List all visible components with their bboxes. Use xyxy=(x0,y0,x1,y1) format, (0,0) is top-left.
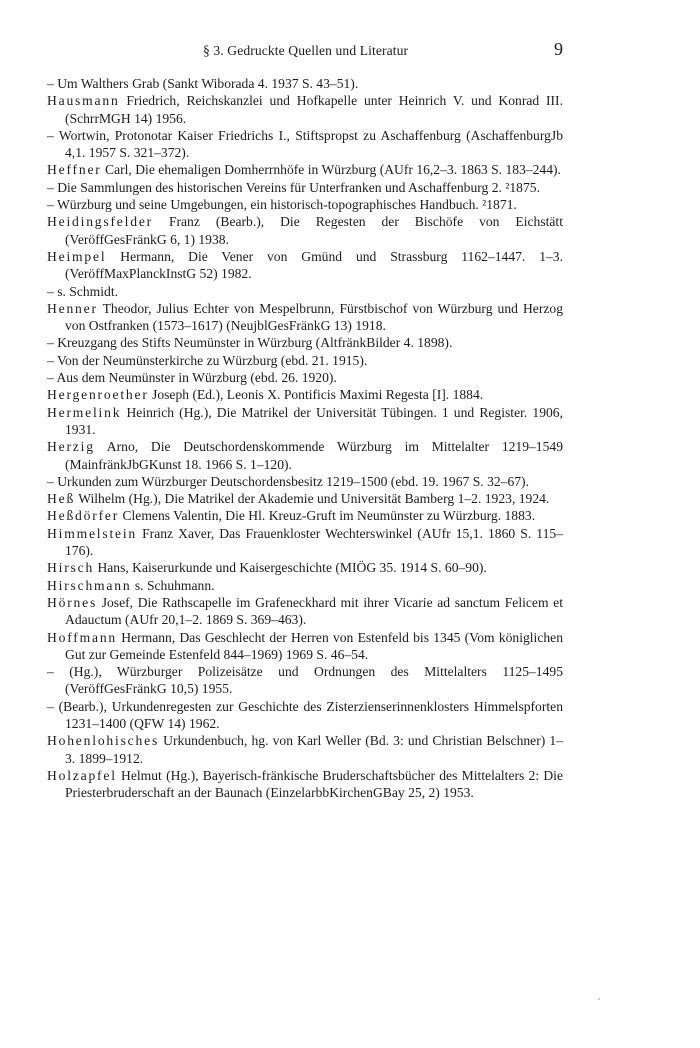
entry-author: – xyxy=(47,352,54,368)
entry-text: s. Schuhmann. xyxy=(131,577,215,593)
entry-text: Die Sammlungen des historischen Vereins für Unterfranken und Aschaffenburg 2. ²1875. xyxy=(53,179,540,195)
bibliography-entry xyxy=(47,663,563,698)
entry-text: Würzburg und seine Umgebungen, ein historisch-topographisches Handbuch. ²1871. xyxy=(53,197,517,213)
bibliography-entry xyxy=(47,179,563,196)
entry-text: Urkundenbuch, hg. von Karl Weller (Bd. 3: und Christian Belschner) 1–3. 1899–1912. xyxy=(65,733,563,766)
entry-author: – xyxy=(47,370,54,386)
entry-text: Joseph (Ed.), Leonis X. Pontificis Maximi Regesta [I]. 1884. xyxy=(148,387,484,403)
bibliography-entry xyxy=(47,196,563,213)
bibliography-entry xyxy=(47,473,563,490)
entry-author: – xyxy=(47,473,54,489)
entry-text: Josef, Die Rathscapelle im Grafeneckhard mit ihrer Vicarie ad sanctum Felicem et Adauctum (AUfr 20,1–2. 1869 S. 369–463). xyxy=(65,594,563,628)
entry-author: – xyxy=(47,698,54,714)
bibliography-entry xyxy=(47,300,563,335)
entry-text: Kreuzgang des Stifts Neumünster in Würzburg (AltfränkBilder 4. 1898). xyxy=(53,335,453,351)
entry-author: Heß xyxy=(47,491,76,507)
entry-text: Wortwin, Protonotar Kaiser Friedrichs I., Stiftspropst zu Aschaffenburg (AschaffenburgJb 4,1. 1957 S. 321–372). xyxy=(53,127,563,161)
bibliography-entry xyxy=(47,629,563,664)
entry-author: Hirschmann xyxy=(47,577,132,593)
entry-text: Franz (Bearb.), Die Regesten der Bischöfe von Eichstätt (VeröffGesFränkG 6, 1) 1938. xyxy=(65,214,563,247)
entry-author: Herzig xyxy=(47,439,95,455)
entry-author: Hoffmann xyxy=(47,629,118,645)
entry-text: Wilhelm (Hg.), Die Matrikel der Akademie und Universität Bamberg 1–2. 1923, 1924. xyxy=(75,491,550,507)
entry-text: Um Walthers Grab (Sankt Wiborada 4. 1937 S. 43–51). xyxy=(53,76,359,91)
entry-text: Franz Xaver, Das Frauenkloster Wechterswinkel (AUfr 15,1. 1860 S. 115–176). xyxy=(65,525,563,559)
bibliography-entry xyxy=(47,698,563,733)
entry-text: Carl, Die ehemaligen Domherrnhöfe in Würzburg (AUfr 16,2–3. 1863 S. 183–244). xyxy=(101,162,561,178)
entry-author: – xyxy=(47,283,54,299)
entry-author: – xyxy=(47,179,54,195)
entry-author: Hohenlohisches xyxy=(47,733,160,749)
entry-text: s. Schmidt. xyxy=(53,283,118,299)
entry-author: Hörnes xyxy=(47,594,98,610)
entry-text: Hermann, Das Geschlecht der Herren von Estenfeld bis 1345 (Vom königlichen Gut zur Gemeinde Estenfeld 844–1969) 1969 S. 46–54. xyxy=(65,629,563,662)
bibliography-entry xyxy=(47,525,563,560)
running-header xyxy=(0,39,700,63)
entry-text: Hans, Kaiserurkunde und Kaisergeschichte (MIÖG 35. 1914 S. 60–90). xyxy=(94,560,487,576)
bibliography-entry xyxy=(47,490,563,507)
bibliography-entry xyxy=(47,369,563,386)
entry-author: Himmelstein xyxy=(47,525,138,541)
bibliography-entry xyxy=(47,732,563,767)
entry-author: – xyxy=(47,197,54,213)
bibliography-entry xyxy=(47,559,563,576)
bibliography-entry xyxy=(47,92,563,127)
bibliography-entry xyxy=(47,248,563,283)
bibliography-entry xyxy=(47,283,563,300)
entry-author: Heidingsfelder xyxy=(47,214,153,230)
bibliography-list xyxy=(47,75,563,801)
entry-author: – xyxy=(47,127,54,143)
entry-author: – xyxy=(47,76,54,91)
bibliography-entry xyxy=(47,767,563,802)
entry-text: Theodor, Julius Echter von Mespelbrunn, Fürstbischof von Würzburg und Herzog von Ostfranken (1573–1617) (NeujblGesFränkG 13) 1918. xyxy=(65,300,563,334)
entry-author: Hergenroether xyxy=(47,387,149,403)
entry-author: Hirsch xyxy=(47,560,95,576)
entry-text: Helmut (Hg.), Bayerisch-fränkische Bruderschaftsbücher des Mittelalters 2: Die Priesterbruderschaft an der Baunach (EinzelarbbKirchenGBay 25, 2) 1953. xyxy=(65,767,563,801)
entry-author: Holzapfel xyxy=(47,767,117,783)
bibliography-entry xyxy=(47,334,563,351)
entry-text: (Hg.), Würzburger Polizeisätze und Ordnungen des Mittelalters 1125–1495 (VeröffGesFränkG 10,5) 1955. xyxy=(53,664,563,697)
bibliography-entry xyxy=(47,161,563,178)
entry-text: Hermann, Die Vener von Gmünd und Strassburg 1162–1447. 1–3. (VeröffMaxPlanckInstG 52) 1982. xyxy=(65,248,563,282)
entry-text: Aus dem Neumünster in Würzburg (ebd. 26. 1920). xyxy=(53,370,337,386)
entry-author: Henner xyxy=(47,300,98,316)
bibliography-entry xyxy=(47,577,563,594)
bibliography-entry xyxy=(47,594,563,629)
entry-author: Heßdörfer xyxy=(47,508,120,524)
entry-author: Heffner xyxy=(47,162,102,178)
bibliography-entry xyxy=(47,127,563,162)
entry-author: Heimpel xyxy=(47,248,107,264)
bibliography-entry xyxy=(47,386,563,403)
bibliography-entry xyxy=(47,507,563,524)
entry-text: Von der Neumünsterkirche zu Würzburg (ebd. 21. 1915). xyxy=(53,352,368,368)
entry-author: Hausmann xyxy=(47,93,120,109)
bibliography-entry xyxy=(47,75,563,92)
header-title: § 3. Gedruckte Quellen und Literatur xyxy=(203,43,409,58)
entry-text: Clemens Valentin, Die Hl. Kreuz-Gruft im Neumünster zu Würzburg. 1883. xyxy=(119,508,536,524)
entry-text: Friedrich, Reichskanzlei und Hofkapelle unter Heinrich V. und Konrad III. (SchrrMGH 14) 1956. xyxy=(65,93,563,126)
entry-text: Arno, Die Deutschordenskommende Würzburg im Mittelalter 1219–1549 (MainfränkJbGKunst 18. 1966 S. 1–120). xyxy=(65,439,563,472)
bibliography-entry xyxy=(47,352,563,369)
entry-text: Urkunden zum Würzburger Deutschordensbesitz 1219–1500 (ebd. 19. 1967 S. 32–67). xyxy=(53,473,529,489)
entry-text: (Bearb.), Urkundenregesten zur Geschichte des Zisterzienserinnenklosters Himmelspforten 1231–1400 (QFW 14) 1962. xyxy=(53,698,563,731)
entry-author: Hermelink xyxy=(47,404,122,420)
entry-author: – xyxy=(47,335,54,351)
entry-author: – xyxy=(47,664,54,680)
bibliography-entry xyxy=(47,438,563,473)
entry-text: Heinrich (Hg.), Die Matrikel der Universität Tübingen. 1 und Register. 1906, 1931. xyxy=(65,404,563,437)
page-number: 9 xyxy=(554,39,563,59)
bibliography-entry xyxy=(47,404,563,439)
bibliography-entry xyxy=(47,213,563,248)
